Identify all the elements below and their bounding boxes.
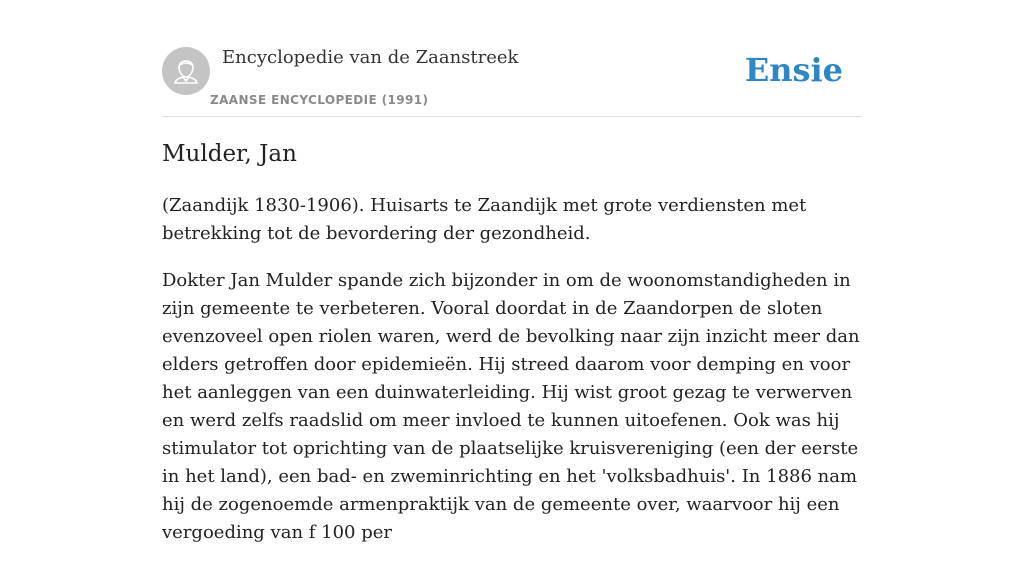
article-paragraph: Dokter Jan Mulder spande zich bijzonder in om de woonomstandigheden in zijn gemeente te verbeteren. Vooral doordat in de Zaandorpen de sloten evenzoveel open riolen waren, werd de bevolking naar zijn inzicht meer dan elders getroffen door epidemieën. Hij streed daarom voor demping en voor het aanleggen van een duinwaterleiding. Hij wist groot gezag te verwerven en werd zelfs raadslid om meer invloed te kunnen uitoefenen. Ook was hij stimulator tot oprichting van de plaatselijke kruisvereniging (een der eerste in het land), een bad- en zweminrichting en het 'volksbadhuis'. In 1886 nam hij de zogenoemde armenpraktijk van de gemeente over, waarvoor hij een vergoeding van f 100 per (162, 270, 860, 543)
article-title: Mulder, Jan (162, 141, 297, 167)
brand-logo-link[interactable]: Ensie (744, 51, 843, 89)
article (162, 136, 862, 566)
user-silhouette-icon (162, 47, 210, 95)
avatar[interactable] (162, 47, 210, 95)
source-subtitle: ZAANSE ENCYCLOPEDIE (1991) (210, 93, 429, 107)
source-header (162, 46, 862, 117)
article-paragraph: (Zaandijk 1830-1906). Huisarts te Zaandijk met grote verdiensten met betrekking tot de bevordering der gezondheid. (162, 195, 807, 244)
source-title[interactable]: Encyclopedie van de Zaanstreek (222, 47, 519, 68)
